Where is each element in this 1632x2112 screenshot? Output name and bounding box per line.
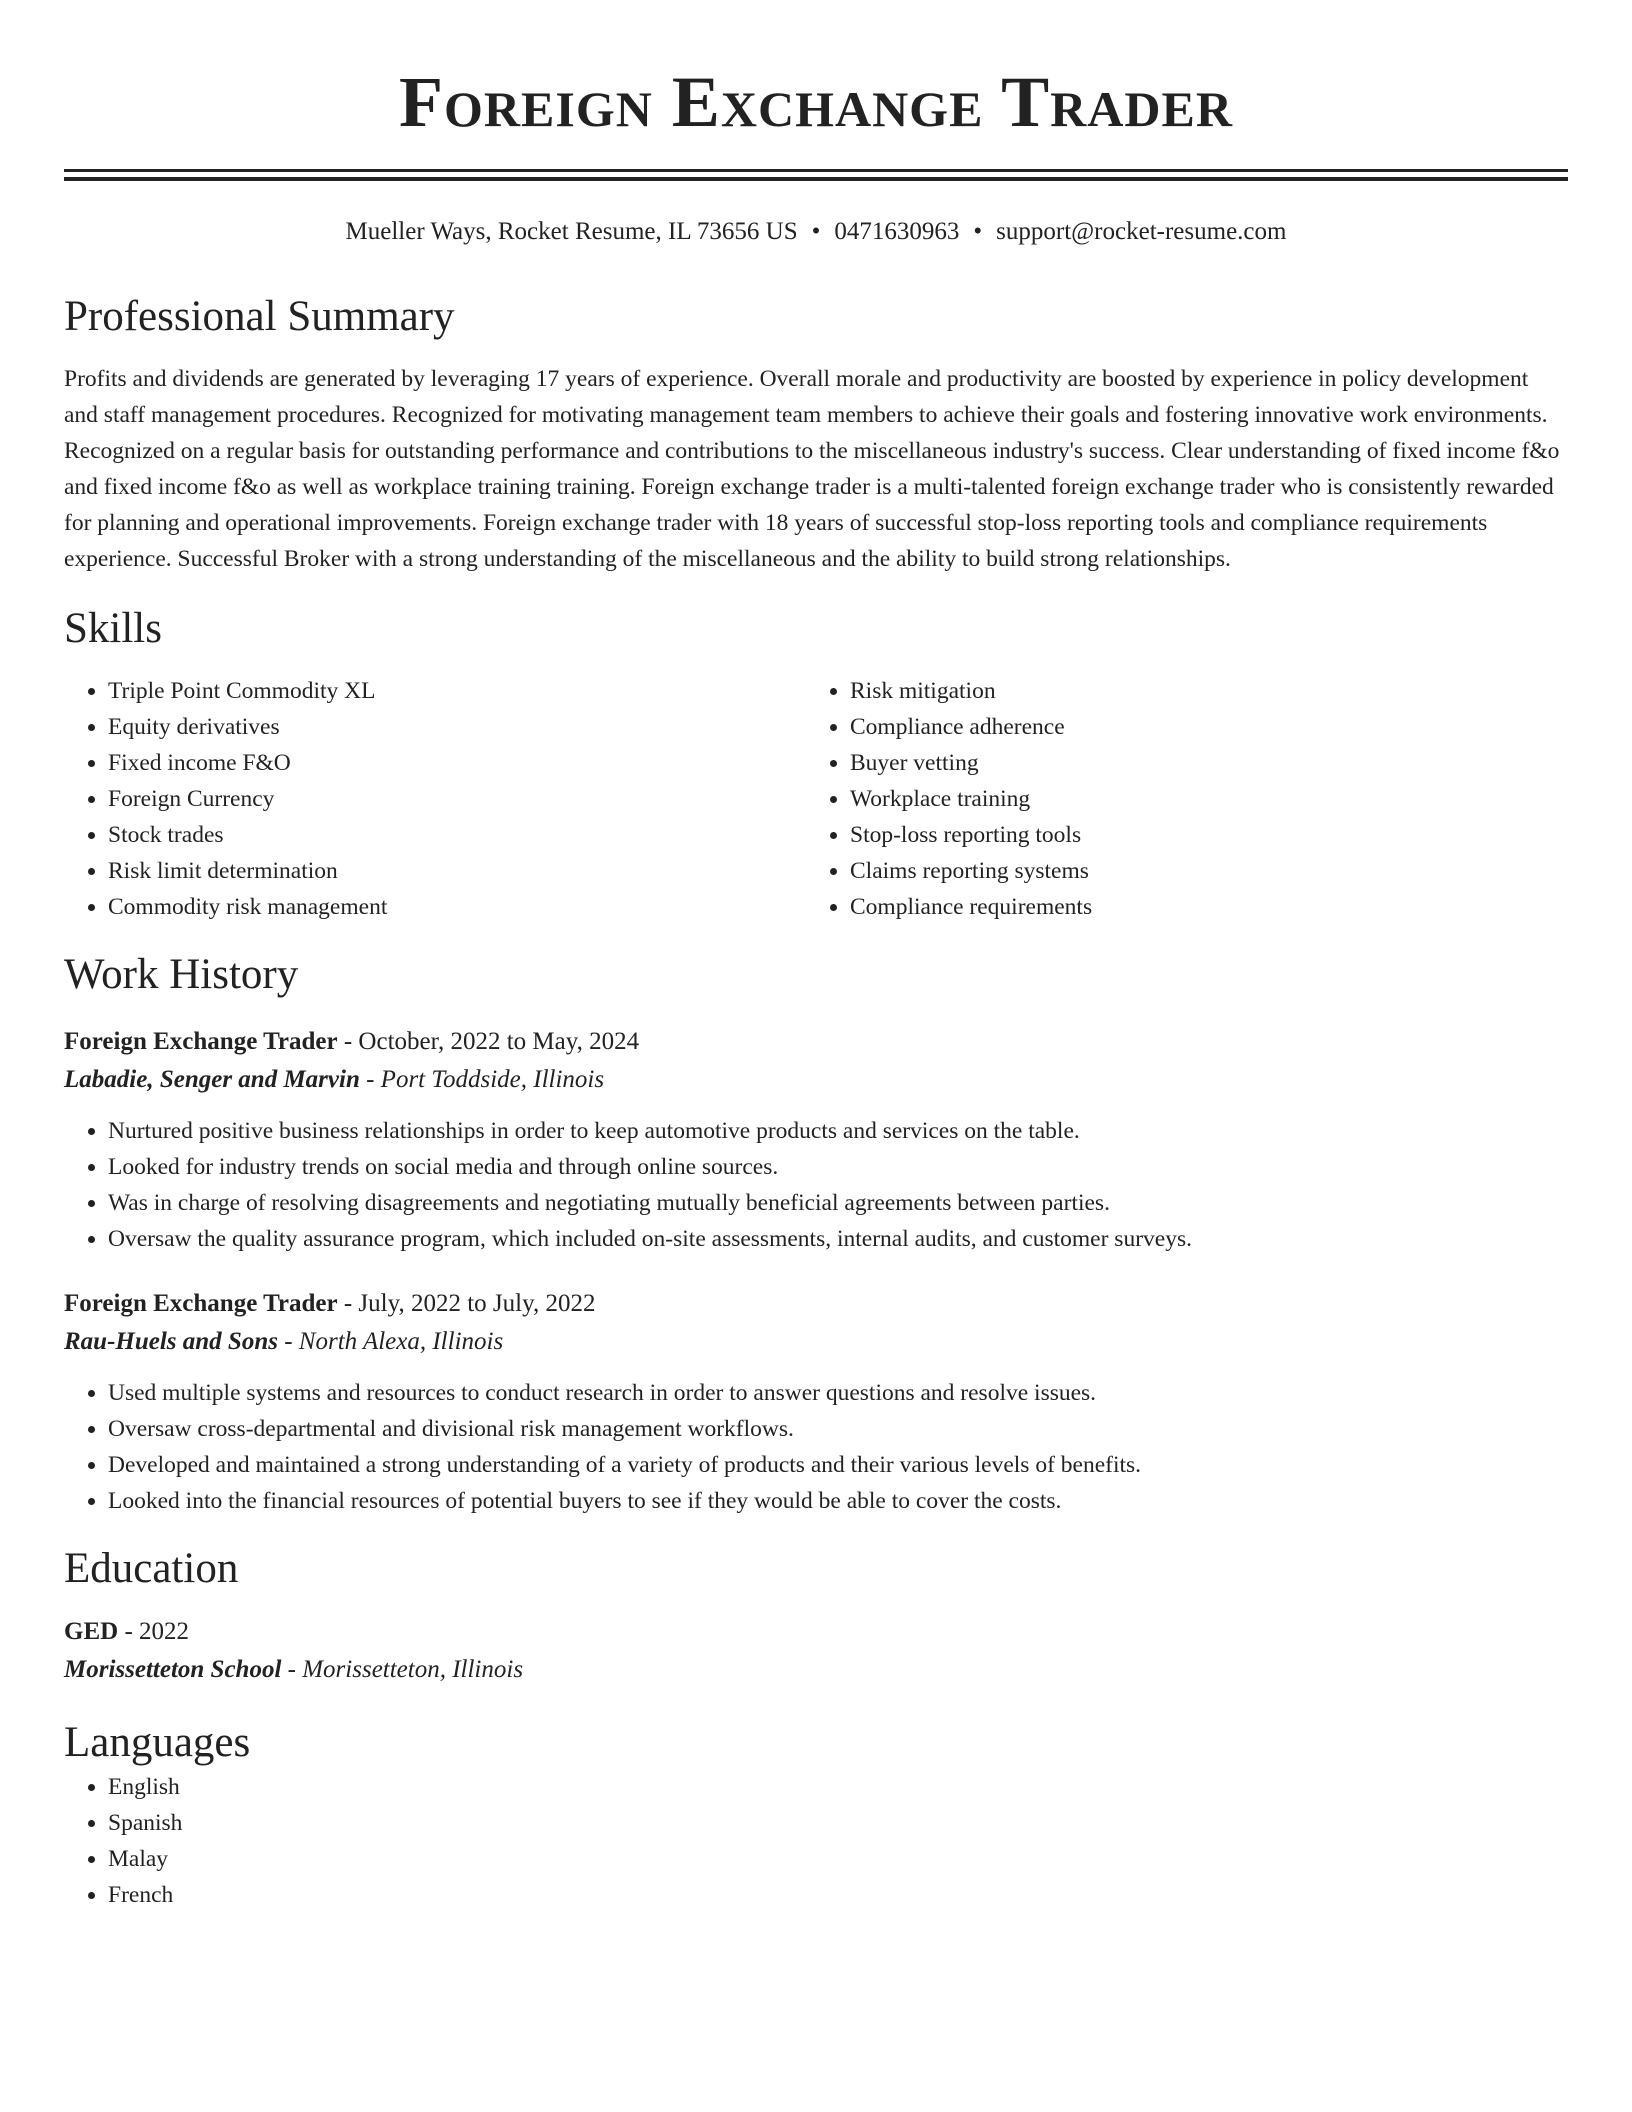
- job-header: [64, 1023, 1568, 1061]
- skills-heading: Skills: [64, 605, 162, 652]
- contact-line: [64, 215, 1568, 249]
- skill-item: • Foreign Currency: [108, 781, 806, 817]
- skill-item: • Triple Point Commodity XL: [108, 673, 806, 709]
- summary-text: Profits and dividends are generated by leveraging 17 years of experience. Overall morale and productivity are boosted by experience in policy development and staff management procedures. Recognized for motivating management team members to achieve their goals and fostering innovative work environments. Recognized on a regular basis for outstanding performance and contributions to the miscellaneous industry's success. Clear understanding of fixed income f&o and fixed income f&o as well as workplace training training. Foreign exchange trader is a multi-talented foreign exchange trader who is consistently rewarded for planning and operational improvements. Foreign exchange trader with 18 years of successful stop-loss reporting tools and compliance requirements experience. Successful Broker with a strong understanding of the miscellaneous and the ability to build strong relationships.: [64, 366, 1560, 572]
- skill-item: • Risk limit determination: [108, 853, 806, 889]
- work-history-heading: Work History: [64, 951, 299, 998]
- skills-list-right: [806, 673, 1548, 925]
- education-location: - Morissetteton, Illinois: [281, 1656, 524, 1683]
- job-company: Rau-Huels and Sons: [64, 1328, 278, 1355]
- education-school: Morissetteton School: [64, 1656, 282, 1683]
- job-duty: • Used multiple systems and resources to conduct research in order to answer questions and resolve issues.: [108, 1375, 1568, 1411]
- job-location: - North Alexa, Illinois: [277, 1328, 504, 1355]
- education-year: - 2022: [118, 1618, 190, 1645]
- job-employer: [64, 1061, 1568, 1099]
- languages-heading: Languages: [64, 1719, 251, 1766]
- job-dates: - October, 2022 to May, 2024: [337, 1028, 640, 1055]
- job-entry: [64, 1023, 1568, 1257]
- job-duty: • Developed and maintained a strong understanding of a variety of products and their various levels of benefits.: [108, 1447, 1568, 1483]
- job-duty: • Was in charge of resolving disagreements and negotiating mutually beneficial agreements between parties.: [108, 1185, 1568, 1221]
- skill-item: • Compliance adherence: [850, 709, 1548, 745]
- education-school-line: [64, 1651, 1568, 1689]
- job-role: Foreign Exchange Trader: [64, 1028, 338, 1055]
- resume-name: Foreign Exchange Trader: [399, 62, 1233, 142]
- skill-item: • Compliance requirements: [850, 889, 1548, 925]
- job-employer: [64, 1323, 1568, 1361]
- summary-heading: Professional Summary: [64, 293, 455, 340]
- job-duty: • Oversaw the quality assurance program, which included on-site assessments, internal audits, and customer surveys.: [108, 1221, 1568, 1257]
- job-header: [64, 1285, 1568, 1323]
- language-item: • Spanish: [108, 1805, 1568, 1841]
- job-duty: • Looked into the financial resources of potential buyers to see if they would be able to cover the costs.: [108, 1483, 1568, 1519]
- contact-separator: •: [811, 218, 821, 245]
- job-entry: [64, 1285, 1568, 1519]
- skills-column-left: [64, 673, 806, 925]
- education-degree: GED: [64, 1618, 119, 1645]
- job-duties-list: [64, 1113, 1568, 1257]
- job-duty: • Nurtured positive business relationships in order to keep automotive products and services on the table.: [108, 1113, 1568, 1149]
- job-dates: - July, 2022 to July, 2022: [337, 1290, 596, 1317]
- skill-item: • Buyer vetting: [850, 745, 1548, 781]
- skill-item: • Stock trades: [108, 817, 806, 853]
- education-entry: [64, 1613, 1568, 1689]
- job-duty: • Looked for industry trends on social media and through online sources.: [108, 1149, 1568, 1185]
- contact-phone: 0471630963: [834, 218, 960, 245]
- skill-item: • Stop-loss reporting tools: [850, 817, 1548, 853]
- skills-column-right: [806, 673, 1548, 925]
- skill-item: • Fixed income F&O: [108, 745, 806, 781]
- skill-item: • Equity derivatives: [108, 709, 806, 745]
- skill-item: • Risk mitigation: [850, 673, 1548, 709]
- skill-item: • Claims reporting systems: [850, 853, 1548, 889]
- skills-list-left: [64, 673, 806, 925]
- contact-email: support@rocket-resume.com: [996, 218, 1287, 245]
- skill-item: • Workplace training: [850, 781, 1548, 817]
- header-double-rule: [64, 169, 1568, 181]
- language-item: • French: [108, 1877, 1568, 1913]
- job-company: Labadie, Senger and Marvin: [64, 1066, 360, 1093]
- job-location: - Port Toddside, Illinois: [359, 1066, 605, 1093]
- education-degree-line: [64, 1613, 1568, 1651]
- skills-grid: [64, 673, 1568, 925]
- skill-item: • Commodity risk management: [108, 889, 806, 925]
- job-duty: • Oversaw cross-departmental and divisional risk management workflows.: [108, 1411, 1568, 1447]
- language-item: • Malay: [108, 1841, 1568, 1877]
- language-item: • English: [108, 1769, 1568, 1805]
- contact-separator: •: [973, 218, 983, 245]
- education-heading: Education: [64, 1545, 239, 1592]
- contact-address: Mueller Ways, Rocket Resume, IL 73656 US: [345, 218, 798, 245]
- job-duties-list: [64, 1375, 1568, 1519]
- job-role: Foreign Exchange Trader: [64, 1290, 338, 1317]
- languages-list: [64, 1769, 1568, 1913]
